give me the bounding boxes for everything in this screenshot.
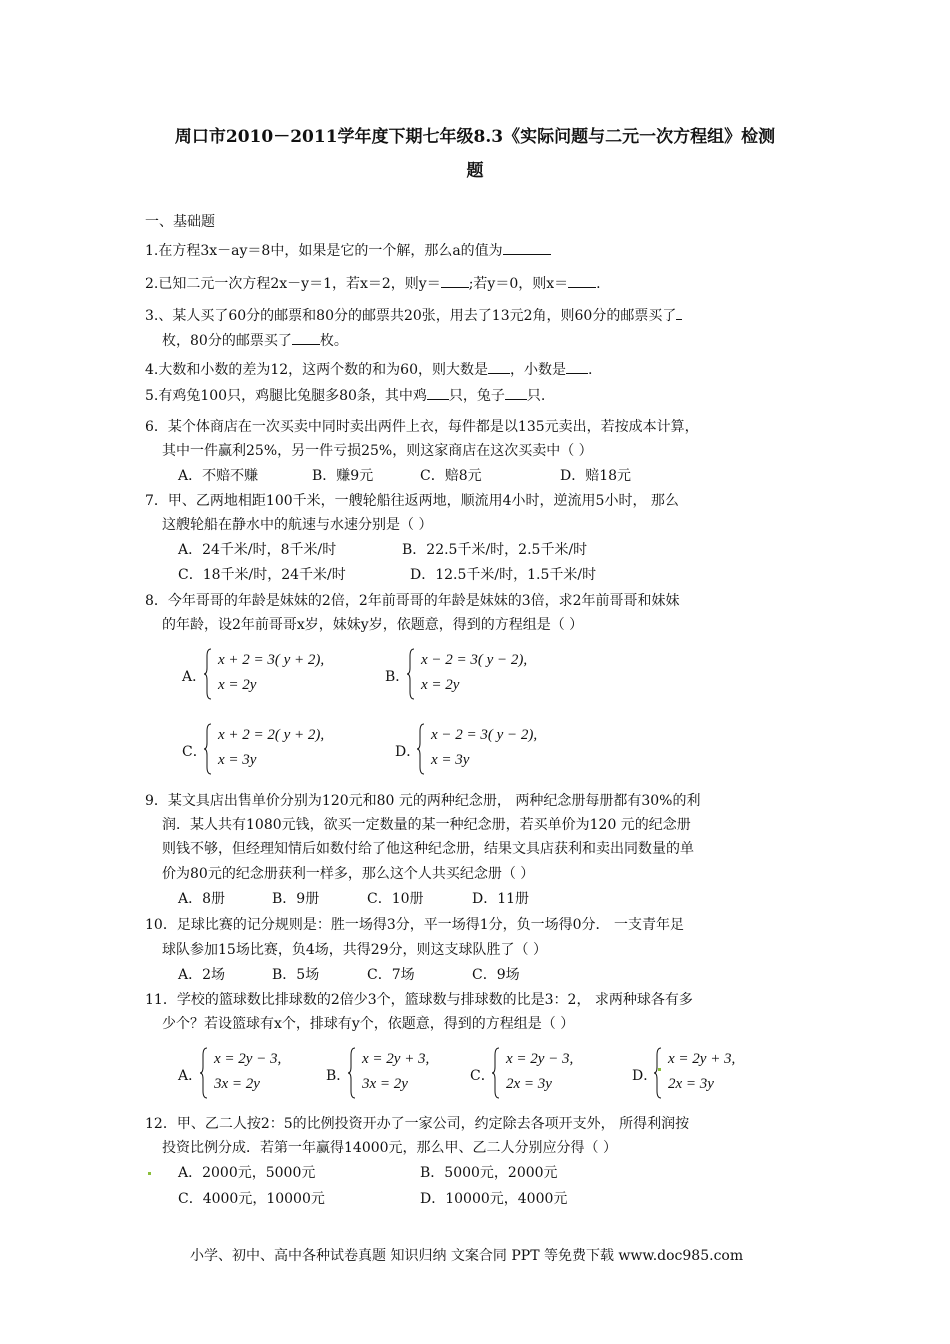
option-a: A．2场 [178,967,226,983]
page-title: 周口市2010－2011学年度下期七年级8.3《实际问题与二元一次方程组》检测 题 [174,127,776,181]
option-d: D．10000元，4000元 [420,1191,568,1207]
option-b: B．5000元，2000元 [420,1165,558,1181]
answer-blank [676,305,682,320]
brace-icon [200,1047,208,1099]
option-a: A．8册 [178,891,226,907]
question-9-line-2: 润．某人共有1080元钱，欲买一定数量的某一种纪念册，若买单价为120 元的纪念册 [162,817,691,833]
answer-blank [441,273,469,288]
answer-blank [505,385,527,400]
equation-system-a: A． x + 2 = 3( y + 2), x = 2y [182,652,372,704]
brace-icon [204,648,212,700]
footer-text: 小学、初中、高中各种试卷真题 知识归纳 文案合同 PPT 等免费下载 www.doc985.com [190,1248,744,1264]
option-a: A．不赔不赚 [178,468,259,484]
option-b: B．赚9元 [312,468,374,484]
question-9-line-1: 9．某文具店出售单价分别为120元和80 元的两种纪念册， 两种纪念册每册都有30%的利 [145,793,701,809]
question-4: 4.大数和小数的差为12，这两个数的和为60，则大数是 ，小数是 . [145,359,592,379]
decorative-dot [148,1172,151,1175]
question-5: 5.有鸡兔100只，鸡腿比兔腿多80条，其中鸡 只，兔子 只. [145,385,545,405]
question-3-line-1: 3.、某人买了60分的邮票和80分的邮票共20张，用去了13元2角，则60分的邮票买了 [145,305,682,325]
brace-icon [348,1047,356,1099]
equation-system-a: A． x = 2y − 3, 3x = 2y [178,1051,318,1103]
question-7-line-2: 这艘轮船在静水中的航速与水速分别是（ ） [162,517,433,533]
answer-blank [488,359,510,374]
question-7-line-1: 7．甲、乙两地相距100千米，一艘轮船往返两地，顺流用4小时，逆流用5小时， 那么 [145,493,679,509]
question-9-line-4: 价为80元的纪念册获利一样多，那么这个人共买纪念册（ ） [162,866,535,882]
decorative-dot [658,1068,661,1071]
option-d: C．9场 [472,967,520,983]
question-6-line-2: 其中一件赢利25%，另一件亏损25%，则这家商店在这次买卖中（ ） [162,443,593,459]
brace-icon [654,1047,662,1099]
option-a: A．2000元，5000元 [178,1165,316,1181]
option-a: A．24千米/时，8千米/时 [178,542,337,558]
option-b: B．22.5千米/时，2.5千米/时 [402,542,588,558]
brace-icon [417,723,425,775]
answer-blank [292,330,320,345]
option-c: C．7场 [367,967,415,983]
question-10-line-2: 球队参加15场比赛，负4场，共得29分，则这支球队胜了（ ） [162,942,547,958]
question-6-line-1: 6．某个体商店在一次买卖中同时卖出两件上衣，每件都是以135元卖出，若按成本计算， [145,419,699,435]
option-b: B．9册 [272,891,320,907]
option-c: C．18千米/时，24千米/时 [178,567,346,583]
section-heading: 一、基础题 [145,214,215,230]
question-2: 2.已知二元一次方程2x－y＝1，若x＝2，则y＝ ;若y＝0，则x＝ . [145,273,601,293]
equation-system-c: C． x = 2y − 3, 2x = 3y [470,1051,610,1103]
answer-blank [427,385,449,400]
question-11-line-1: 11．学校的篮球数比排球数的2倍少3个，篮球数与排球数的比是3：2， 求两种球各有多 [145,992,693,1008]
equation-system-b: B． x − 2 = 3( y − 2), x = 2y [385,652,575,704]
question-3-line-2: 枚，80分的邮票买了 枚。 [162,330,348,350]
equation-system-d: D． x − 2 = 3( y − 2), x = 3y [395,727,585,779]
option-d: D．赔18元 [560,468,632,484]
answer-blank [566,359,588,374]
equation-system-b: B． x = 2y + 3, 3x = 2y [326,1051,466,1103]
option-b: B．5场 [272,967,320,983]
brace-icon [407,648,415,700]
answer-blank [503,240,551,255]
option-c: C．4000元，10000元 [178,1191,325,1207]
brace-icon [492,1047,500,1099]
question-11-line-2: 少个？若设篮球有x个，排球有y个，依题意，得到的方程组是（ ） [162,1016,575,1032]
option-d: D．11册 [472,891,530,907]
question-1: 1.在方程3x－ay＝8中，如果是它的一个解，那么a的值为 [145,240,551,260]
brace-icon [204,723,212,775]
option-d: D．12.5千米/时，1.5千米/时 [410,567,597,583]
question-10-line-1: 10．足球比赛的记分规则是：胜一场得3分，平一场得1分，负一场得0分． 一支青年足 [145,917,684,933]
equation-system-d: D． x = 2y + 3, 2x = 3y [632,1051,772,1103]
option-c: C．10册 [367,891,424,907]
question-12-line-1: 12．甲、乙二人按2：5的比例投资开办了一家公司，约定除去各项开支外， 所得利润按 [145,1116,690,1132]
question-8-line-1: 8．今年哥哥的年龄是妹妹的2倍，2年前哥哥的年龄是妹妹的3倍，求2年前哥哥和妹妹 [145,593,680,609]
equation-system-c: C． x + 2 = 2( y + 2), x = 3y [182,727,372,779]
question-9-line-3: 则钱不够，但经理知情后如数付给了他这种纪念册，结果文具店获利和卖出同数量的单 [162,841,694,857]
option-c: C．赔8元 [420,468,482,484]
question-8-line-2: 的年龄，设2年前哥哥x岁，妹妹y岁，依题意，得到的方程组是（ ） [162,617,584,633]
answer-blank [568,273,596,288]
question-12-line-2: 投资比例分成．若第一年赢得14000元，那么甲、乙二人分别应分得（ ） [162,1140,617,1156]
